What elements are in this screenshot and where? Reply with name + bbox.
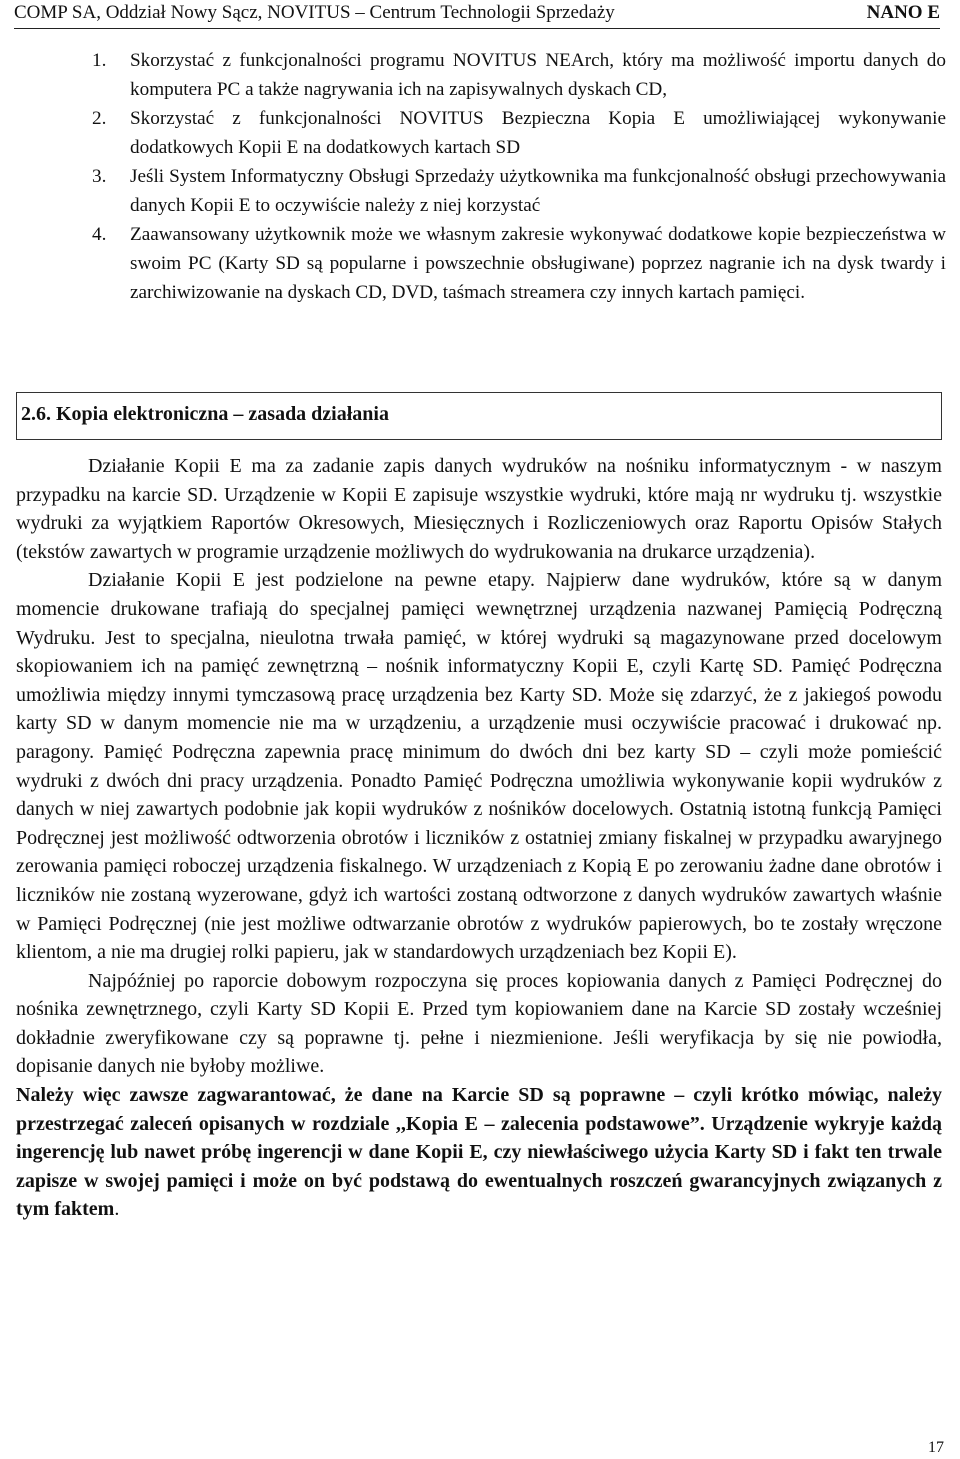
header-title: COMP SA, Oddział Nowy Sącz, NOVITUS – Centrum Technologii Sprzedaży xyxy=(14,2,615,23)
list-item xyxy=(16,104,946,162)
running-header xyxy=(14,0,940,29)
sentence-end: . xyxy=(114,1198,120,1221)
section-heading-box xyxy=(16,392,942,440)
list-item-number: 3. xyxy=(92,166,107,187)
bold-warning-text: Należy więc zawsze zagwarantować, że dane na Karcie SD są poprawne – czyli krótko mówiąc, należy przestrzegać zaleceń opisanych w rozdziale ,,Kopia E – zalecenia podstawowe”. Urządzenie wykryje każdą ingerencję lub nawet próbę ingerencji w dane Kopii E, czy niewłaściwego użycia Karty SD i fakt ten trwale zapisze w swojej pamięci i może on być podstawą do ewentualnych roszczeń gwarancyjnych związanych z tym faktem xyxy=(16,1084,942,1221)
list-item xyxy=(16,220,946,307)
list-item-text: Zaawansowany użytkownik może we własnym zakresie wykonywać dodatkowe kopie bezpieczeństwa w swoim PC (Karty SD są popularne i powszechnie obsługiwane) poprzez nagranie ich na dysk twardy i zarchiwizowanie na dyskach CD, DVD, taśmach streamera czy innych kartach pamięci. xyxy=(130,224,946,303)
page-number: 17 xyxy=(928,1439,944,1456)
list-item-number: 2. xyxy=(92,108,107,129)
section-title: 2.6. Kopia elektroniczna – zasada działania xyxy=(21,403,389,425)
section-body xyxy=(16,452,942,1224)
body-paragraph: Działanie Kopii E jest podzielone na pewne etapy. Najpierw dane wydruków, które są w danym momencie drukowane trafiają do specjalnej pamięci wewnętrznej urządzenia nazwanej Pamięcią Podręczną Wydruku. Jest to specjalna, nieulotna trwała pamięć, w której wydruki są magazynowane przed docelowym skopiowaniem ich na pamięć zewnętrzną – nośnik informatyczny Kopii E, czyli Kartę SD. Pamięć Podręczna umożliwia między innymi tymczasową pracę urządzenia bez Karty SD. Może się zdarzyć, że z jakiegoś powodu karty SD w danym momencie nie ma w urządzeniu, a urządzenie musi oczywiście pracować i drukować np. paragony. Pamięć Podręczna zapewnia pracę minimum do dwóch dni bez karty SD – czyli może pomieścić wydruki z dwóch dni pracy urządzenia. Ponadto Pamięć Podręczna umożliwia wykonywanie kopii wydruków z danych w niej zawartych podobnie jak kopii wydruków z nośników docelowych. Ostatnią istotną funkcją Pamięci Podręcznej jest możliwość odtworzenia obrotów i liczników z ostatniej zmiany fiskalnej w przypadku awaryjnego zerowania pamięci roboczej urządzenia fiskalnego. W urządzeniach z Kopią E po zerowaniu żadne dane obrotów i liczników nie zostaną wyzerowane, gdyż ich wartości zostaną odtworzone z danych wydruków zawartych właśnie w Pamięci Podręcznej (nie jest możliwe odtwarzanie obrotów z wydruków papierowych, bo te zostały wręczone klientom, a nie ma drugiej rolki papieru, jak w standardowych urządzeniach bez Kopii E). xyxy=(16,569,942,964)
list-item-text: Skorzystać z funkcjonalności programu NOVITUS NEArch, który ma możliwość importu danych do komputera PC a także nagrywania ich na zapisywalnych dyskach CD, xyxy=(130,50,946,100)
body-paragraph: Najpóźniej po raporcie dobowym rozpoczyna się proces kopiowania danych z Pamięci Podręcznej do nośnika zewnętrznego, czyli Karty SD Kopii E. Przed tym kopiowaniem dane na Karcie SD zostały wcześniej dokładnie zweryfikowane czy są poprawne tj. pełne i niezmienione. Jeśli weryfikacja by się nie powiodła, dopisanie danych nie byłoby możliwe. xyxy=(16,969,942,1078)
header-product: NANO E xyxy=(866,2,940,23)
list-item-number: 4. xyxy=(92,224,107,245)
list-item-text: Skorzystać z funkcjonalności NOVITUS Bezpieczna Kopia E umożliwiającej wykonywanie dodatkowych Kopii E na dodatkowych kartach SD xyxy=(130,108,946,158)
list-item-number: 1. xyxy=(92,50,107,71)
list-item-text: Jeśli System Informatyczny Obsługi Sprzedaży użytkownika ma funkcjonalność obsługi przechowywania danych Kopii E to oczywiście należy z niej korzystać xyxy=(130,166,946,216)
numbered-list xyxy=(16,46,946,307)
list-item xyxy=(16,162,946,220)
page-content xyxy=(16,46,946,1221)
body-paragraph-emphasis xyxy=(16,1081,942,1224)
body-paragraph: Działanie Kopii E ma za zadanie zapis danych wydruków na nośniku informatycznym - w naszym przypadku na karcie SD. Urządzenie w Kopii E zapisuje wszystkie wydruki, które mają nr wydruku tj. wszystkie wydruki za wyjątkiem Raportów Okresowych, Miesięcznych i Rozliczeniowych oraz Raportu Opisów Stałych (tekstów zawartych w programie urządzenie możliwych do wydrukowania na drukarce urządzenia). xyxy=(16,455,942,563)
list-item xyxy=(16,46,946,104)
